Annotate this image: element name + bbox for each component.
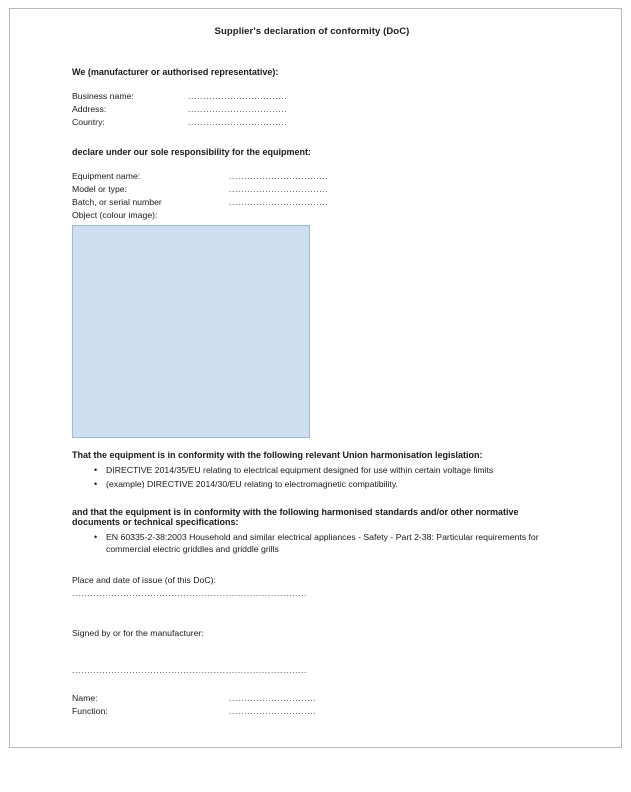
object-label: Object (colour image): <box>72 210 158 220</box>
address-field[interactable]: ................................. <box>188 104 288 114</box>
signer-function-field[interactable]: ............................. <box>229 706 317 717</box>
declare-heading: declare under our sole responsibility for the equipment: <box>72 147 312 157</box>
we-heading: We (manufacturer or authorised representative): <box>72 67 279 77</box>
country-label: Country: <box>72 117 105 127</box>
table-row <box>72 706 316 719</box>
table-row <box>72 91 287 104</box>
conformity-list <box>72 464 552 491</box>
place-date-label: Place and date of issue (of this DoC): <box>72 575 216 586</box>
signed-by-label: Signed by or for the manufacturer: <box>72 628 204 639</box>
model-or-type-label: Model or type: <box>72 184 128 194</box>
address-label: Address: <box>72 104 107 114</box>
we-fields-table <box>72 91 287 130</box>
business-name-field[interactable]: ................................. <box>188 91 288 101</box>
signature-fields-table <box>72 693 316 719</box>
business-name-label: Business name: <box>72 91 134 101</box>
batch-serial-field[interactable]: ................................. <box>229 197 329 207</box>
equipment-name-label: Equipment name: <box>72 171 141 181</box>
page-title: Supplier's declaration of conformity (DoC) <box>214 26 410 37</box>
list-item: • (example) DIRECTIVE 2014/30/EU relating to electromagnetic compatibility. <box>106 478 552 490</box>
place-date-field[interactable]: .............................................................................. <box>72 588 308 599</box>
equipment-fields-table <box>72 171 328 210</box>
table-row <box>72 117 287 130</box>
conformity-heading: That the equipment is in conformity with the following relevant Union harmonisation legislation: <box>72 450 483 460</box>
list-item: • EN 60335-2-38:2003 Household and similar electrical appliances - Safety - Part 2-38: Particular requirements for commercial electric griddles and griddle grills <box>106 531 552 556</box>
batch-serial-label: Batch, or serial number <box>72 197 162 207</box>
table-row <box>72 693 316 706</box>
standards-heading: and that the equipment is in conformity with the following harmonised standards and/or other normative documents or technical specifications: <box>72 506 519 527</box>
signature-field[interactable]: .............................................................................. <box>72 665 308 676</box>
list-item: • DIRECTIVE 2014/35/EU relating to electrical equipment designed for use within certain voltage limits <box>106 464 552 476</box>
table-row <box>72 171 328 184</box>
object-image-placeholder[interactable] <box>72 225 310 438</box>
model-or-type-field[interactable]: ................................. <box>229 184 329 194</box>
table-row <box>72 197 328 210</box>
signer-name-label: Name: <box>72 693 98 704</box>
table-row <box>72 104 287 117</box>
table-row <box>72 184 328 197</box>
document-content <box>72 20 552 719</box>
country-field[interactable]: ................................. <box>188 117 288 127</box>
signer-name-field[interactable]: ............................. <box>229 693 317 704</box>
standards-list <box>72 531 552 556</box>
signer-function-label: Function: <box>72 706 108 717</box>
equipment-name-field[interactable]: ................................. <box>229 171 329 181</box>
